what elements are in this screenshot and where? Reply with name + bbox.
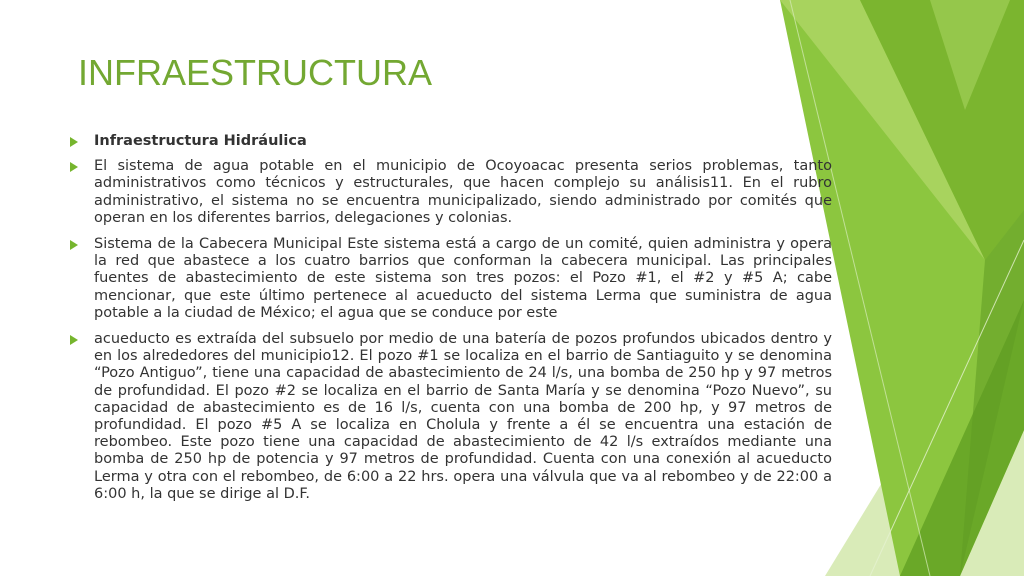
bullet-item xyxy=(70,331,832,503)
bullet-text: acueducto es extraída del subsuelo por medio de una batería de pozos profundos ubicados dentro y en los alrededores del municipio12. El pozo #1 se localiza en el barrio de Santiaguito y se denomina “Pozo Antiguo”, tiene una capacidad de abastecimiento de 24 l/s, una bomba de 250 hp y 97 metros de profundidad. El pozo #2 se localiza en el barrio de Santa María y se denomina “Pozo Nuevo”, su capacidad de abastecimiento es de 16 l/s, cuenta con una bomba de 200 hp, y 97 metros de profundidad. El pozo #5 A se localiza en Cholula y frente a él se encuentra una estación de rebombeo. Este pozo tiene una capacidad de abastecimiento de 42 l/s extraídos mediante una bomba de 250 hp de potencia y 97 metros de profundidad. Cuenta con una conexión al acueducto Lerma y otra con el rebombeo, de 6:00 a 22 hrs. opera una válvula que va al rebombeo y de 22:00 a 6:00 h, la que se dirige al D.F. xyxy=(94,331,832,502)
arrow-bullet-icon xyxy=(70,162,78,172)
bullet-item xyxy=(70,158,832,227)
slide-title: INFRAESTRUCTURA xyxy=(78,52,433,93)
arrow-bullet-icon xyxy=(70,335,78,345)
bullet-text: El sistema de agua potable en el municipio de Ocoyoacac presenta serios problemas, tanto administrativos como técnicos y estructurales, que hacen complejo su análisis11. En el rubro administrativo, el sistema no se encuentra municipalizado, siendo administrado por comités que operan en los diferentes barrios, delegaciones y colonias. xyxy=(94,158,832,226)
bullet-item xyxy=(70,236,832,322)
arrow-bullet-icon xyxy=(70,240,78,250)
bullet-list xyxy=(70,133,832,512)
bullet-item xyxy=(70,133,832,150)
bullet-text: Sistema de la Cabecera Municipal Este sistema está a cargo de un comité, quien administra y opera la red que abastece a los cuatro barrios que conforman la cabecera municipal. Las principales fuentes de abastecimiento de este sistema son tres pozos: el Pozo #1, el #2 y #5 A; cabe mencionar, que este último pertenece al acueducto del sistema Lerma que suministra de agua potable a la ciudad de México; el agua que se conduce por este xyxy=(94,236,832,321)
bullet-text: Infraestructura Hidráulica xyxy=(94,133,307,149)
arrow-bullet-icon xyxy=(70,137,78,147)
